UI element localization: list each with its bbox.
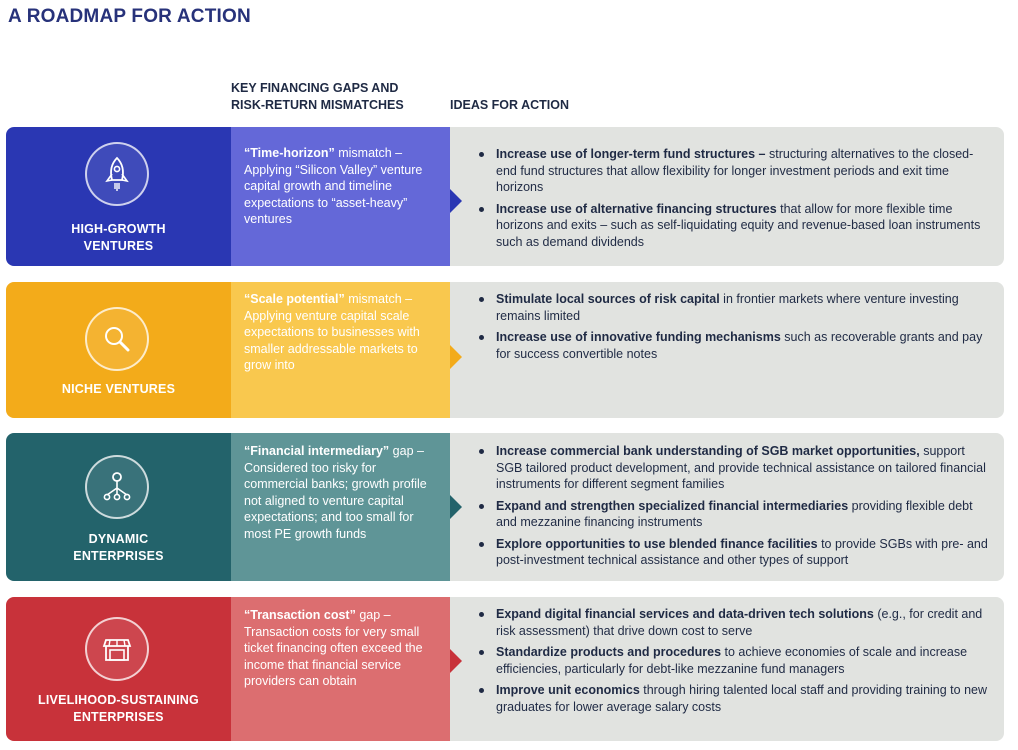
ideas-list bbox=[477, 606, 992, 720]
magnifier-icon bbox=[85, 307, 149, 371]
segment-label: DYNAMIC ENTERPRISES bbox=[73, 532, 164, 563]
bullet-icon bbox=[479, 449, 484, 454]
arrow-icon bbox=[450, 649, 462, 673]
financing-gap-cell: “Time-horizon” mismatch – Applying “Silicon Valley” venture capital growth and timeline expectations to “asset-heavy” ventures bbox=[231, 127, 450, 266]
gaps-header-line1: KEY FINANCING GAPS AND bbox=[231, 81, 399, 95]
list-item: Improve unit economics through hiring talented local staff and providing training to new graduates for lower average salary costs bbox=[477, 682, 992, 715]
list-item: Stimulate local sources of risk capital in frontier markets where venture investing remains limited bbox=[477, 291, 992, 324]
segment-cell bbox=[6, 597, 231, 741]
list-item: Standardize products and procedures to achieve economies of scale and increase efficiencies, particularly for debt-like mezzanine fund managers bbox=[477, 644, 992, 677]
network-icon bbox=[85, 455, 149, 519]
ideas-list bbox=[477, 443, 992, 574]
list-item: Increase use of longer-term fund structures – structuring alternatives to the closed-end fund structures that allow flexibility for longer investment periods and exit time horizons bbox=[477, 146, 992, 196]
list-item: Increase commercial bank understanding of SGB market opportunities, support SGB tailored product development, and provide technical assistance on tailored financial instruments for different segment families bbox=[477, 443, 992, 493]
bullet-icon bbox=[479, 688, 484, 693]
roadmap-row-high-growth bbox=[6, 127, 1004, 266]
bullet-icon bbox=[479, 207, 484, 212]
list-item: Expand and strengthen specialized financial intermediaries providing flexible debt and mezzanine financing instruments bbox=[477, 498, 992, 531]
segment-label: HIGH-GROWTH VENTURES bbox=[71, 222, 166, 253]
roadmap-row-dynamic bbox=[6, 433, 1004, 581]
segment-label: NICHE VENTURES bbox=[61, 382, 176, 396]
segment-cell bbox=[6, 433, 231, 581]
ideas-cell bbox=[450, 282, 1004, 418]
bullet-icon bbox=[479, 650, 484, 655]
roadmap-row-niche bbox=[6, 282, 1004, 418]
financing-gap-cell: “Financial intermediary” gap – Considered too risky for commercial banks; growth profile not aligned to venture capital expectations; and too small for most PE growth funds bbox=[231, 433, 450, 581]
list-item: Increase use of alternative financing structures that allow for more flexible time horizons and exits – such as self-liquidating equity and revenue-based loan instruments such as demand dividends bbox=[477, 201, 992, 251]
bullet-icon bbox=[479, 504, 484, 509]
ideas-list bbox=[477, 146, 992, 255]
arrow-icon bbox=[450, 345, 462, 369]
storefront-icon bbox=[85, 617, 149, 681]
segment-label: LIVELIHOOD-SUSTAINING ENTERPRISES bbox=[38, 693, 199, 724]
financing-gap-cell: “Transaction cost” gap – Transaction costs for very small ticket financing often exceed the income that financial service providers can obtain bbox=[231, 597, 450, 741]
arrow-icon bbox=[450, 189, 462, 213]
segment-cell bbox=[6, 282, 231, 418]
gaps-column-header bbox=[231, 80, 441, 114]
ideas-column-header: IDEAS FOR ACTION bbox=[450, 98, 569, 112]
list-item: Expand digital financial services and data-driven tech solutions (e.g., for credit and risk assessment) that drive down cost to serve bbox=[477, 606, 992, 639]
roadmap-row-livelihood bbox=[6, 597, 1004, 741]
list-item: Increase use of innovative funding mechanisms such as recoverable grants and pay for success convertible notes bbox=[477, 329, 992, 362]
ideas-cell bbox=[450, 127, 1004, 266]
list-item: Explore opportunities to use blended finance facilities to provide SGBs with pre- and post-investment technical assistance and other types of support bbox=[477, 536, 992, 569]
ideas-cell bbox=[450, 433, 1004, 581]
bullet-icon bbox=[479, 335, 484, 340]
bullet-icon bbox=[479, 612, 484, 617]
financing-gap-cell: “Scale potential” mismatch – Applying venture capital scale expectations to businesses with smaller addressable markets to grow into bbox=[231, 282, 450, 418]
ideas-cell bbox=[450, 597, 1004, 741]
ideas-list bbox=[477, 291, 992, 367]
arrow-icon bbox=[450, 495, 462, 519]
segment-cell bbox=[6, 127, 231, 266]
gaps-header-line2: RISK-RETURN MISMATCHES bbox=[231, 98, 404, 112]
bullet-icon bbox=[479, 297, 484, 302]
bullet-icon bbox=[479, 152, 484, 157]
rocket-icon bbox=[85, 142, 149, 206]
bullet-icon bbox=[479, 542, 484, 547]
page-title: A ROADMAP FOR ACTION bbox=[8, 6, 251, 27]
